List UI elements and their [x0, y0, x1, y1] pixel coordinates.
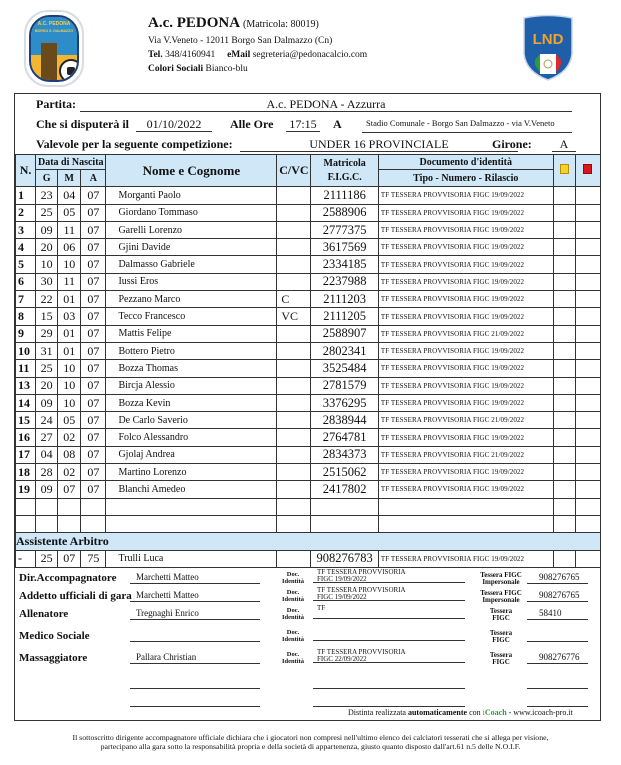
id-document: TF TESSERA PROVVISORIA FIGC 19/09/2022	[378, 464, 553, 481]
matricola: 2834373	[311, 446, 378, 463]
assistant-section-header: Assistente Arbitro	[16, 533, 601, 550]
player-number: 4	[16, 239, 36, 256]
birth-year: 07	[81, 446, 106, 463]
birth-day: 09	[36, 221, 58, 238]
yellow-card-cell[interactable]	[553, 446, 575, 463]
captain-flag	[277, 239, 311, 256]
time-label: Alle Ore	[230, 117, 274, 131]
player-row[interactable]	[16, 515, 601, 532]
tessera-label: Tessera FIGC Impersonale	[480, 589, 522, 604]
birth-month: 10	[58, 360, 81, 377]
player-row[interactable]	[16, 377, 601, 394]
captain-flag: VC	[277, 308, 311, 325]
staff-role-label: Addetto ufficiali di gara	[19, 590, 132, 602]
id-document: TF TESSERA PROVVISORIA FIGC 19/09/2022	[378, 360, 553, 377]
player-number: 9	[16, 325, 36, 342]
birth-day: 24	[36, 412, 58, 429]
player-name: Iussi Eros	[106, 273, 277, 290]
venue-underline	[362, 132, 572, 133]
red-card-cell[interactable]	[575, 429, 600, 446]
col-matricola: Matricola F.I.G.C.	[311, 155, 378, 187]
red-card-cell[interactable]	[575, 204, 600, 221]
birth-year: 07	[81, 464, 106, 481]
doc-identita-label: Doc. Identità	[281, 589, 305, 603]
yellow-card-cell[interactable]	[553, 464, 575, 481]
player-number: 16	[16, 429, 36, 446]
red-card-cell[interactable]	[575, 412, 600, 429]
captain-flag	[277, 204, 311, 221]
club-colors: Colori Sociali Bianco-blu	[148, 64, 248, 74]
birth-day: 25	[36, 204, 58, 221]
col-doc: Documento d'identità	[378, 155, 553, 170]
red-card-cell[interactable]	[575, 187, 600, 204]
yellow-card-cell[interactable]	[553, 515, 575, 532]
player-number: 14	[16, 394, 36, 411]
id-document: TF TESSERA PROVVISORIA FIGC 19/09/2022	[378, 342, 553, 359]
captain-flag	[277, 429, 311, 446]
player-row[interactable]	[16, 464, 601, 481]
blank-doc-line	[313, 688, 465, 689]
tessera-label: Tessera FIGC	[489, 651, 513, 666]
birth-year: 07	[81, 325, 106, 342]
red-card-cell[interactable]	[575, 325, 600, 342]
captain-flag	[277, 446, 311, 463]
col-cvc: C/VC	[277, 155, 311, 187]
id-document: TF TESSERA PROVVISORIA FIGC 19/09/2022	[378, 256, 553, 273]
id-document: TF TESSERA PROVVISORIA FIGC 21/09/2022	[378, 446, 553, 463]
yellow-card-cell[interactable]	[553, 412, 575, 429]
player-row[interactable]	[16, 394, 601, 411]
red-card-cell[interactable]	[575, 239, 600, 256]
tessera-field[interactable]: 908276765	[527, 571, 588, 584]
staff-role-label: Medico Sociale	[19, 630, 90, 642]
captain-flag	[277, 515, 311, 532]
yellow-card-cell[interactable]	[553, 360, 575, 377]
birth-month: 01	[58, 325, 81, 342]
birth-day: 27	[36, 429, 58, 446]
tessera-label: Tessera FIGC Impersonale	[480, 571, 522, 586]
birth-month: 07	[58, 481, 81, 498]
venue-field[interactable]: Stadio Comunale - Borgo San Dalmazzo - via V.Veneto	[366, 118, 555, 128]
matricola: 3525484	[311, 360, 378, 377]
player-name: Bozza Thomas	[106, 360, 277, 377]
birth-month: 01	[58, 342, 81, 359]
yellow-card-cell[interactable]	[553, 204, 575, 221]
birth-day	[36, 515, 58, 532]
player-number: 7	[16, 291, 36, 308]
id-document: TF TESSERA PROVVISORIA FIGC 19/09/2022	[378, 204, 553, 221]
lnd-logo	[520, 14, 576, 82]
player-name: Morganti Paolo	[106, 187, 277, 204]
player-number: 10	[16, 342, 36, 359]
red-card-cell[interactable]	[575, 464, 600, 481]
player-name: Blanchi Amedeo	[106, 481, 277, 498]
birth-month: 03	[58, 308, 81, 325]
yellow-card-cell[interactable]	[553, 481, 575, 498]
id-document: TF TESSERA PROVVISORIA FIGC 19/09/2022	[378, 273, 553, 290]
partita-field[interactable]: A.c. PEDONA - Azzurra	[80, 97, 572, 112]
player-name: Bottero Pietro	[106, 342, 277, 359]
red-card-cell[interactable]	[575, 377, 600, 394]
birth-month: 05	[58, 204, 81, 221]
staff-role-label: Massaggiatore	[19, 652, 88, 664]
player-name: Dalmasso Gabriele	[106, 256, 277, 273]
captain-flag	[277, 377, 311, 394]
birth-day: 15	[36, 308, 58, 325]
staff-doc-field[interactable]: TF	[313, 605, 465, 619]
birth-month: 02	[58, 429, 81, 446]
birth-month: 11	[58, 273, 81, 290]
id-document: TF TESSERA PROVVISORIA FIGC 21/09/2022	[378, 325, 553, 342]
col-birth: Data di Nascita	[36, 155, 106, 170]
id-document: TF TESSERA PROVVISORIA FIGC 19/09/2022	[378, 481, 553, 498]
player-name: Bircja Alessio	[106, 377, 277, 394]
doc-identita-label: Doc. Identità	[281, 571, 305, 585]
blank-tessera-line	[527, 706, 588, 707]
staff-doc-field[interactable]: TF TESSERA PROVVISORIA FIGC 22/09/2022	[313, 649, 465, 663]
tessera-field[interactable]: 908276776	[527, 651, 588, 664]
matricola: 2588906	[311, 204, 378, 221]
blank-name-line	[130, 706, 260, 707]
birth-month: 11	[58, 221, 81, 238]
matricola: 3617569	[311, 239, 378, 256]
partita-label: Partita:	[36, 97, 76, 111]
birth-day: 09	[36, 394, 58, 411]
birth-month: 06	[58, 239, 81, 256]
tessera-label: Tessera FIGC	[489, 629, 513, 644]
birth-month: 08	[58, 446, 81, 463]
player-row[interactable]	[16, 291, 601, 308]
tessera-field[interactable]: 908276765	[527, 589, 588, 602]
birth-month	[58, 515, 81, 532]
captain-flag	[277, 342, 311, 359]
tessera-field[interactable]	[527, 629, 588, 642]
birth-year: 07	[81, 221, 106, 238]
birth-day: 20	[36, 239, 58, 256]
birth-day: 04	[36, 446, 58, 463]
col-m: M	[58, 170, 81, 187]
captain-flag	[277, 464, 311, 481]
col-g: G	[36, 170, 58, 187]
player-row[interactable]	[16, 481, 601, 498]
doc-identita-label: Doc. Identità	[281, 629, 305, 643]
player-number: 5	[16, 256, 36, 273]
player-number: 3	[16, 221, 36, 238]
matricola: 2515062	[311, 464, 378, 481]
player-row[interactable]	[16, 187, 601, 204]
id-document: TF TESSERA PROVVISORIA FIGC 19/09/2022	[378, 239, 553, 256]
soccer-ball-icon	[59, 59, 79, 82]
birth-year	[81, 515, 106, 532]
matricola: 2111186	[311, 187, 378, 204]
staff-doc-field[interactable]	[313, 627, 465, 641]
matricola: 2417802	[311, 481, 378, 498]
captain-flag	[277, 221, 311, 238]
yellow-card-cell[interactable]	[553, 256, 575, 273]
declaration-footer: Il sottoscritto dirigente accompagnatore ufficiale dichiara che i giocatori non compresi nell'ultimo elenco dei calciatori tesserati che si allega per visione, partecipano alla gara sotto la responsabilità propria e della società di appartenenza, giusto quanto disposto dall'art.61 n.5 delle N.O.I.F.	[72, 733, 549, 751]
id-document	[378, 515, 553, 532]
competition-field[interactable]: UNDER 16 PROVINCIALE	[240, 137, 518, 152]
red-card-cell[interactable]	[575, 291, 600, 308]
players-table	[15, 154, 601, 568]
staff-doc-field[interactable]: TF TESSERA PROVVISORIA FIGC 19/09/2022	[313, 587, 465, 601]
matricola: 2111205	[311, 308, 378, 325]
id-document: TF TESSERA PROVVISORIA FIGC 19/09/2022	[378, 429, 553, 446]
player-number: 8	[16, 308, 36, 325]
yellow-card-cell[interactable]	[553, 291, 575, 308]
yellow-card-cell[interactable]	[553, 429, 575, 446]
birth-year: 07	[81, 239, 106, 256]
id-document: TF TESSERA PROVVISORIA FIGC 19/09/2022	[378, 377, 553, 394]
id-document: TF TESSERA PROVVISORIA FIGC 19/09/2022	[378, 221, 553, 238]
birth-month: 05	[58, 412, 81, 429]
red-card-cell[interactable]	[575, 221, 600, 238]
player-number: 2	[16, 204, 36, 221]
birth-month: 10	[58, 394, 81, 411]
birth-month: 02	[58, 464, 81, 481]
captain-flag	[277, 256, 311, 273]
matricola: 2111203	[311, 291, 378, 308]
player-number: 17	[16, 446, 36, 463]
yellow-card-cell[interactable]	[553, 342, 575, 359]
player-name: Pezzano Marco	[106, 291, 277, 308]
matricola: 2838944	[311, 412, 378, 429]
captain-flag	[277, 498, 311, 515]
player-name: De Carlo Saverio	[106, 412, 277, 429]
birth-day: 25	[36, 360, 58, 377]
staff-role-label: Allenatore	[19, 608, 69, 620]
player-name: Gjolaj Andrea	[106, 446, 277, 463]
birth-day: 23	[36, 187, 58, 204]
doc-identita-label: Doc. Identità	[281, 607, 305, 621]
player-name: Folco Alessandro	[106, 429, 277, 446]
yellow-card-icon	[560, 164, 569, 174]
red-card-cell[interactable]	[575, 498, 600, 515]
id-document: TF TESSERA PROVVISORIA FIGC 19/09/2022	[378, 308, 553, 325]
yellow-card-cell[interactable]	[553, 394, 575, 411]
matricola: 3376295	[311, 394, 378, 411]
svg-text:LND: LND	[532, 31, 564, 48]
yellow-card-cell[interactable]	[553, 498, 575, 515]
player-name	[106, 515, 277, 532]
birth-month: 01	[58, 291, 81, 308]
blank-tessera-line	[527, 688, 588, 689]
birth-year: 07	[81, 377, 106, 394]
tower-icon	[41, 43, 57, 82]
matricola: 2802341	[311, 342, 378, 359]
birth-day: 09	[36, 481, 58, 498]
matricola	[311, 498, 378, 515]
player-number: 19	[16, 481, 36, 498]
birth-day	[36, 498, 58, 515]
player-number: 6	[16, 273, 36, 290]
birth-year	[81, 498, 106, 515]
birth-year: 07	[81, 273, 106, 290]
player-name: Bozza Kevin	[106, 394, 277, 411]
staff-name-field[interactable]: Tregnaghi Enrico	[130, 607, 260, 620]
id-document	[378, 498, 553, 515]
id-document: TF TESSERA PROVVISORIA FIGC 19/09/2022	[378, 187, 553, 204]
birth-month: 10	[58, 256, 81, 273]
player-number: 1	[16, 187, 36, 204]
yellow-card-cell[interactable]	[553, 221, 575, 238]
birth-year: 07	[81, 308, 106, 325]
credit-line: Distinta realizzata automaticamente con iCoach - www.icoach-pro.it	[348, 708, 573, 717]
captain-flag	[277, 412, 311, 429]
col-a: A	[81, 170, 106, 187]
player-number	[16, 515, 36, 532]
birth-year: 07	[81, 256, 106, 273]
red-card-cell[interactable]	[575, 342, 600, 359]
player-row[interactable]	[16, 256, 601, 273]
girone-field[interactable]: A	[552, 137, 576, 152]
birth-day: 20	[36, 377, 58, 394]
club-contacts: Tel. 348/4160941 eMail segreteria@pedonacalcio.com	[148, 50, 368, 60]
time-field[interactable]: 17:15	[286, 117, 320, 132]
player-name	[106, 498, 277, 515]
red-card-icon	[583, 164, 592, 174]
birth-year: 07	[81, 394, 106, 411]
staff-role-label: Dir.Accompagnatore	[19, 572, 117, 584]
staff-doc-field[interactable]: TF TESSERA PROVVISORIA FIGC 19/09/2022	[313, 569, 465, 583]
red-card-cell[interactable]	[575, 515, 600, 532]
competition-label: Valevole per la seguente competizione:	[36, 137, 233, 151]
yellow-card-cell[interactable]	[553, 273, 575, 290]
doc-identita-label: Doc. Identità	[281, 651, 305, 665]
captain-flag	[277, 394, 311, 411]
player-row[interactable]	[16, 360, 601, 377]
birth-day: 29	[36, 325, 58, 342]
captain-flag: C	[277, 291, 311, 308]
captain-flag	[277, 273, 311, 290]
player-row[interactable]	[16, 429, 601, 446]
player-row[interactable]	[16, 446, 601, 463]
matricola: 2237988	[311, 273, 378, 290]
player-row[interactable]	[16, 412, 601, 429]
captain-flag	[277, 187, 311, 204]
player-name: Giordano Tommaso	[106, 204, 277, 221]
birth-year: 07	[81, 342, 106, 359]
staff-name-field[interactable]	[130, 629, 260, 642]
player-number: 13	[16, 377, 36, 394]
matricola: 2334185	[311, 256, 378, 273]
red-card-cell[interactable]	[575, 308, 600, 325]
tessera-field[interactable]: 58410	[527, 607, 588, 620]
red-card-cell[interactable]	[575, 394, 600, 411]
player-row[interactable]	[16, 204, 601, 221]
blank-name-line	[130, 688, 260, 689]
birth-month: 10	[58, 377, 81, 394]
red-card-cell[interactable]	[575, 481, 600, 498]
staff-name-field[interactable]: Marchetti Matteo	[130, 571, 260, 584]
birth-day: 30	[36, 273, 58, 290]
birth-day: 10	[36, 256, 58, 273]
col-yellow	[553, 155, 575, 187]
id-document: TF TESSERA PROVVISORIA FIGC 21/09/2022	[378, 412, 553, 429]
player-row[interactable]	[16, 273, 601, 290]
player-row[interactable]	[16, 221, 601, 238]
assistant-row[interactable]: - 25 07 75 Trulli Luca 908276783 TF TESSERA PROVVISORIA FIGC 19/09/2022	[16, 550, 601, 567]
player-name: Tecco Francesco	[106, 308, 277, 325]
player-row[interactable]	[16, 239, 601, 256]
player-number: 11	[16, 360, 36, 377]
birth-year: 07	[81, 412, 106, 429]
tessera-label: Tessera FIGC	[489, 607, 513, 622]
girone-label: Girone:	[492, 137, 532, 151]
player-number: 15	[16, 412, 36, 429]
date-field[interactable]: 01/10/2022	[136, 117, 212, 132]
birth-year: 07	[81, 429, 106, 446]
captain-flag	[277, 325, 311, 342]
yellow-card-cell[interactable]	[553, 187, 575, 204]
birth-month	[58, 498, 81, 515]
birth-month: 04	[58, 187, 81, 204]
captain-flag	[277, 360, 311, 377]
red-card-cell[interactable]	[575, 273, 600, 290]
matricola: 2764781	[311, 429, 378, 446]
matricola	[311, 515, 378, 532]
matricola: 2588907	[311, 325, 378, 342]
birth-year: 07	[81, 481, 106, 498]
col-red	[575, 155, 600, 187]
date-label: Che si disputerà il	[36, 117, 130, 131]
blank-doc-line	[313, 706, 465, 707]
col-n: N.	[16, 155, 36, 187]
red-card-cell[interactable]	[575, 256, 600, 273]
player-name: Garelli Lorenzo	[106, 221, 277, 238]
matricola: 2777375	[311, 221, 378, 238]
captain-flag	[277, 481, 311, 498]
venue-at-label: A	[333, 117, 342, 131]
yellow-card-cell[interactable]	[553, 239, 575, 256]
birth-year: 07	[81, 187, 106, 204]
player-name: Mattis Felipe	[106, 325, 277, 342]
club-title: A.c. PEDONA (Matricola: 80019)	[148, 15, 319, 31]
club-logo: A.C. PEDONA BORGO S. DALMAZZO	[24, 10, 84, 87]
col-doc-sub: Tipo - Numero - Rilascio	[378, 170, 553, 187]
player-row[interactable]	[16, 498, 601, 515]
matricola: 2781579	[311, 377, 378, 394]
birth-year: 07	[81, 204, 106, 221]
birth-day: 31	[36, 342, 58, 359]
club-address: Via V.Veneto - 12011 Borgo San Dalmazzo (Cn)	[148, 36, 333, 46]
birth-year: 07	[81, 291, 106, 308]
id-document: TF TESSERA PROVVISORIA FIGC 19/09/2022	[378, 394, 553, 411]
staff-name-field[interactable]: Marchetti Matteo	[130, 589, 260, 602]
player-row[interactable]	[16, 308, 601, 325]
birth-year: 07	[81, 360, 106, 377]
player-number: 18	[16, 464, 36, 481]
red-card-cell[interactable]	[575, 360, 600, 377]
col-name: Nome e Cognome	[106, 155, 277, 187]
staff-name-field[interactable]: Pallara Christian	[130, 651, 260, 664]
birth-day: 28	[36, 464, 58, 481]
player-name: Gjini Davide	[106, 239, 277, 256]
player-number	[16, 498, 36, 515]
yellow-card-cell[interactable]	[553, 377, 575, 394]
birth-day: 22	[36, 291, 58, 308]
red-card-cell[interactable]	[575, 446, 600, 463]
id-document: TF TESSERA PROVVISORIA FIGC 19/09/2022	[378, 291, 553, 308]
player-name: Martino Lorenzo	[106, 464, 277, 481]
player-row[interactable]	[16, 342, 601, 359]
yellow-card-cell[interactable]	[553, 308, 575, 325]
player-row[interactable]	[16, 325, 601, 342]
yellow-card-cell[interactable]	[553, 325, 575, 342]
